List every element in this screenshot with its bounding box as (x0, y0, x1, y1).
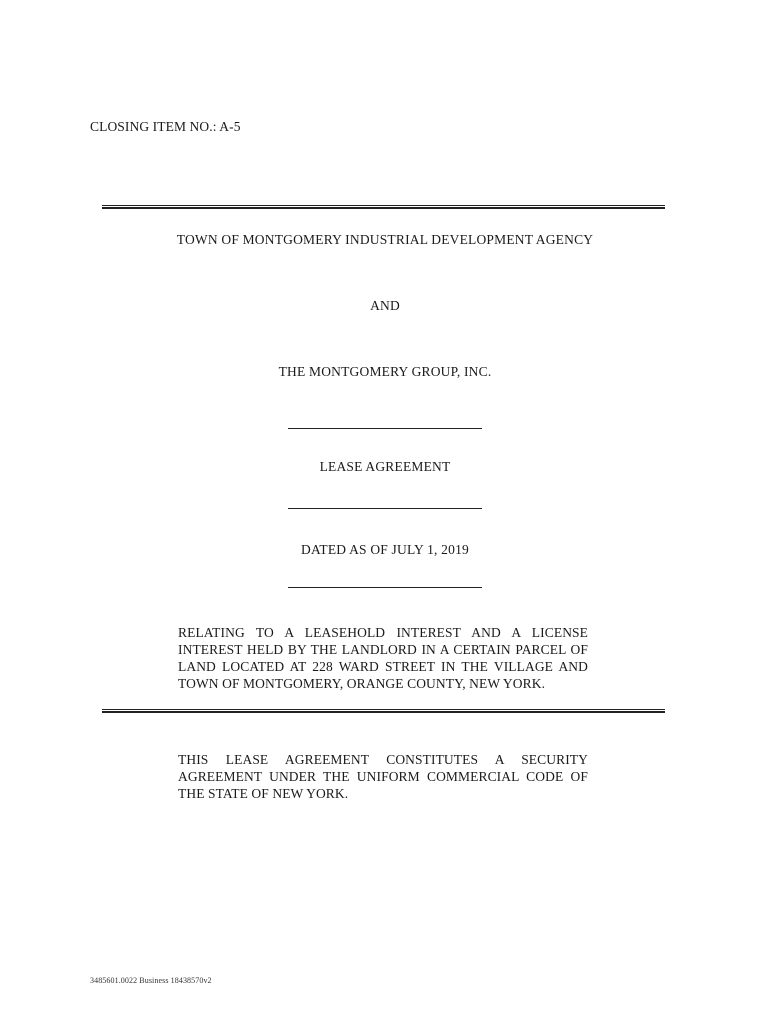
top-double-rule (102, 205, 665, 209)
relating-paragraph: RELATING TO A LEASEHOLD INTEREST AND A LICENSE INTEREST HELD BY THE LANDLORD IN A CERTAIN PARCEL OF LAND LOCATED AT 228 WARD STREET IN THE VILLAGE AND TOWN OF MONTGOMERY, ORANGE COUNTY, NEW YORK. (178, 625, 588, 691)
divider-rule (288, 428, 482, 429)
divider-rule (288, 508, 482, 509)
closing-item-number: CLOSING ITEM NO.: A-5 (90, 119, 241, 134)
party-two-name: THE MONTGOMERY GROUP, INC. (278, 364, 492, 379)
footer-document-id: 3485601.0022 Business 18438570v2 (90, 976, 212, 985)
party-one-name: TOWN OF MONTGOMERY INDUSTRIAL DEVELOPMENT AGENCY (176, 232, 594, 247)
dated-line: DATED AS OF JULY 1, 2019 (301, 542, 469, 557)
document-title: LEASE AGREEMENT (319, 459, 451, 474)
divider-rule (288, 587, 482, 588)
middle-double-rule (102, 709, 665, 713)
party-conjunction: AND (370, 298, 400, 313)
security-agreement-paragraph: THIS LEASE AGREEMENT CONSTITUTES A SECURITY AGREEMENT UNDER THE UNIFORM COMMERCIAL CODE OF THE STATE OF NEW YORK. (178, 752, 588, 801)
